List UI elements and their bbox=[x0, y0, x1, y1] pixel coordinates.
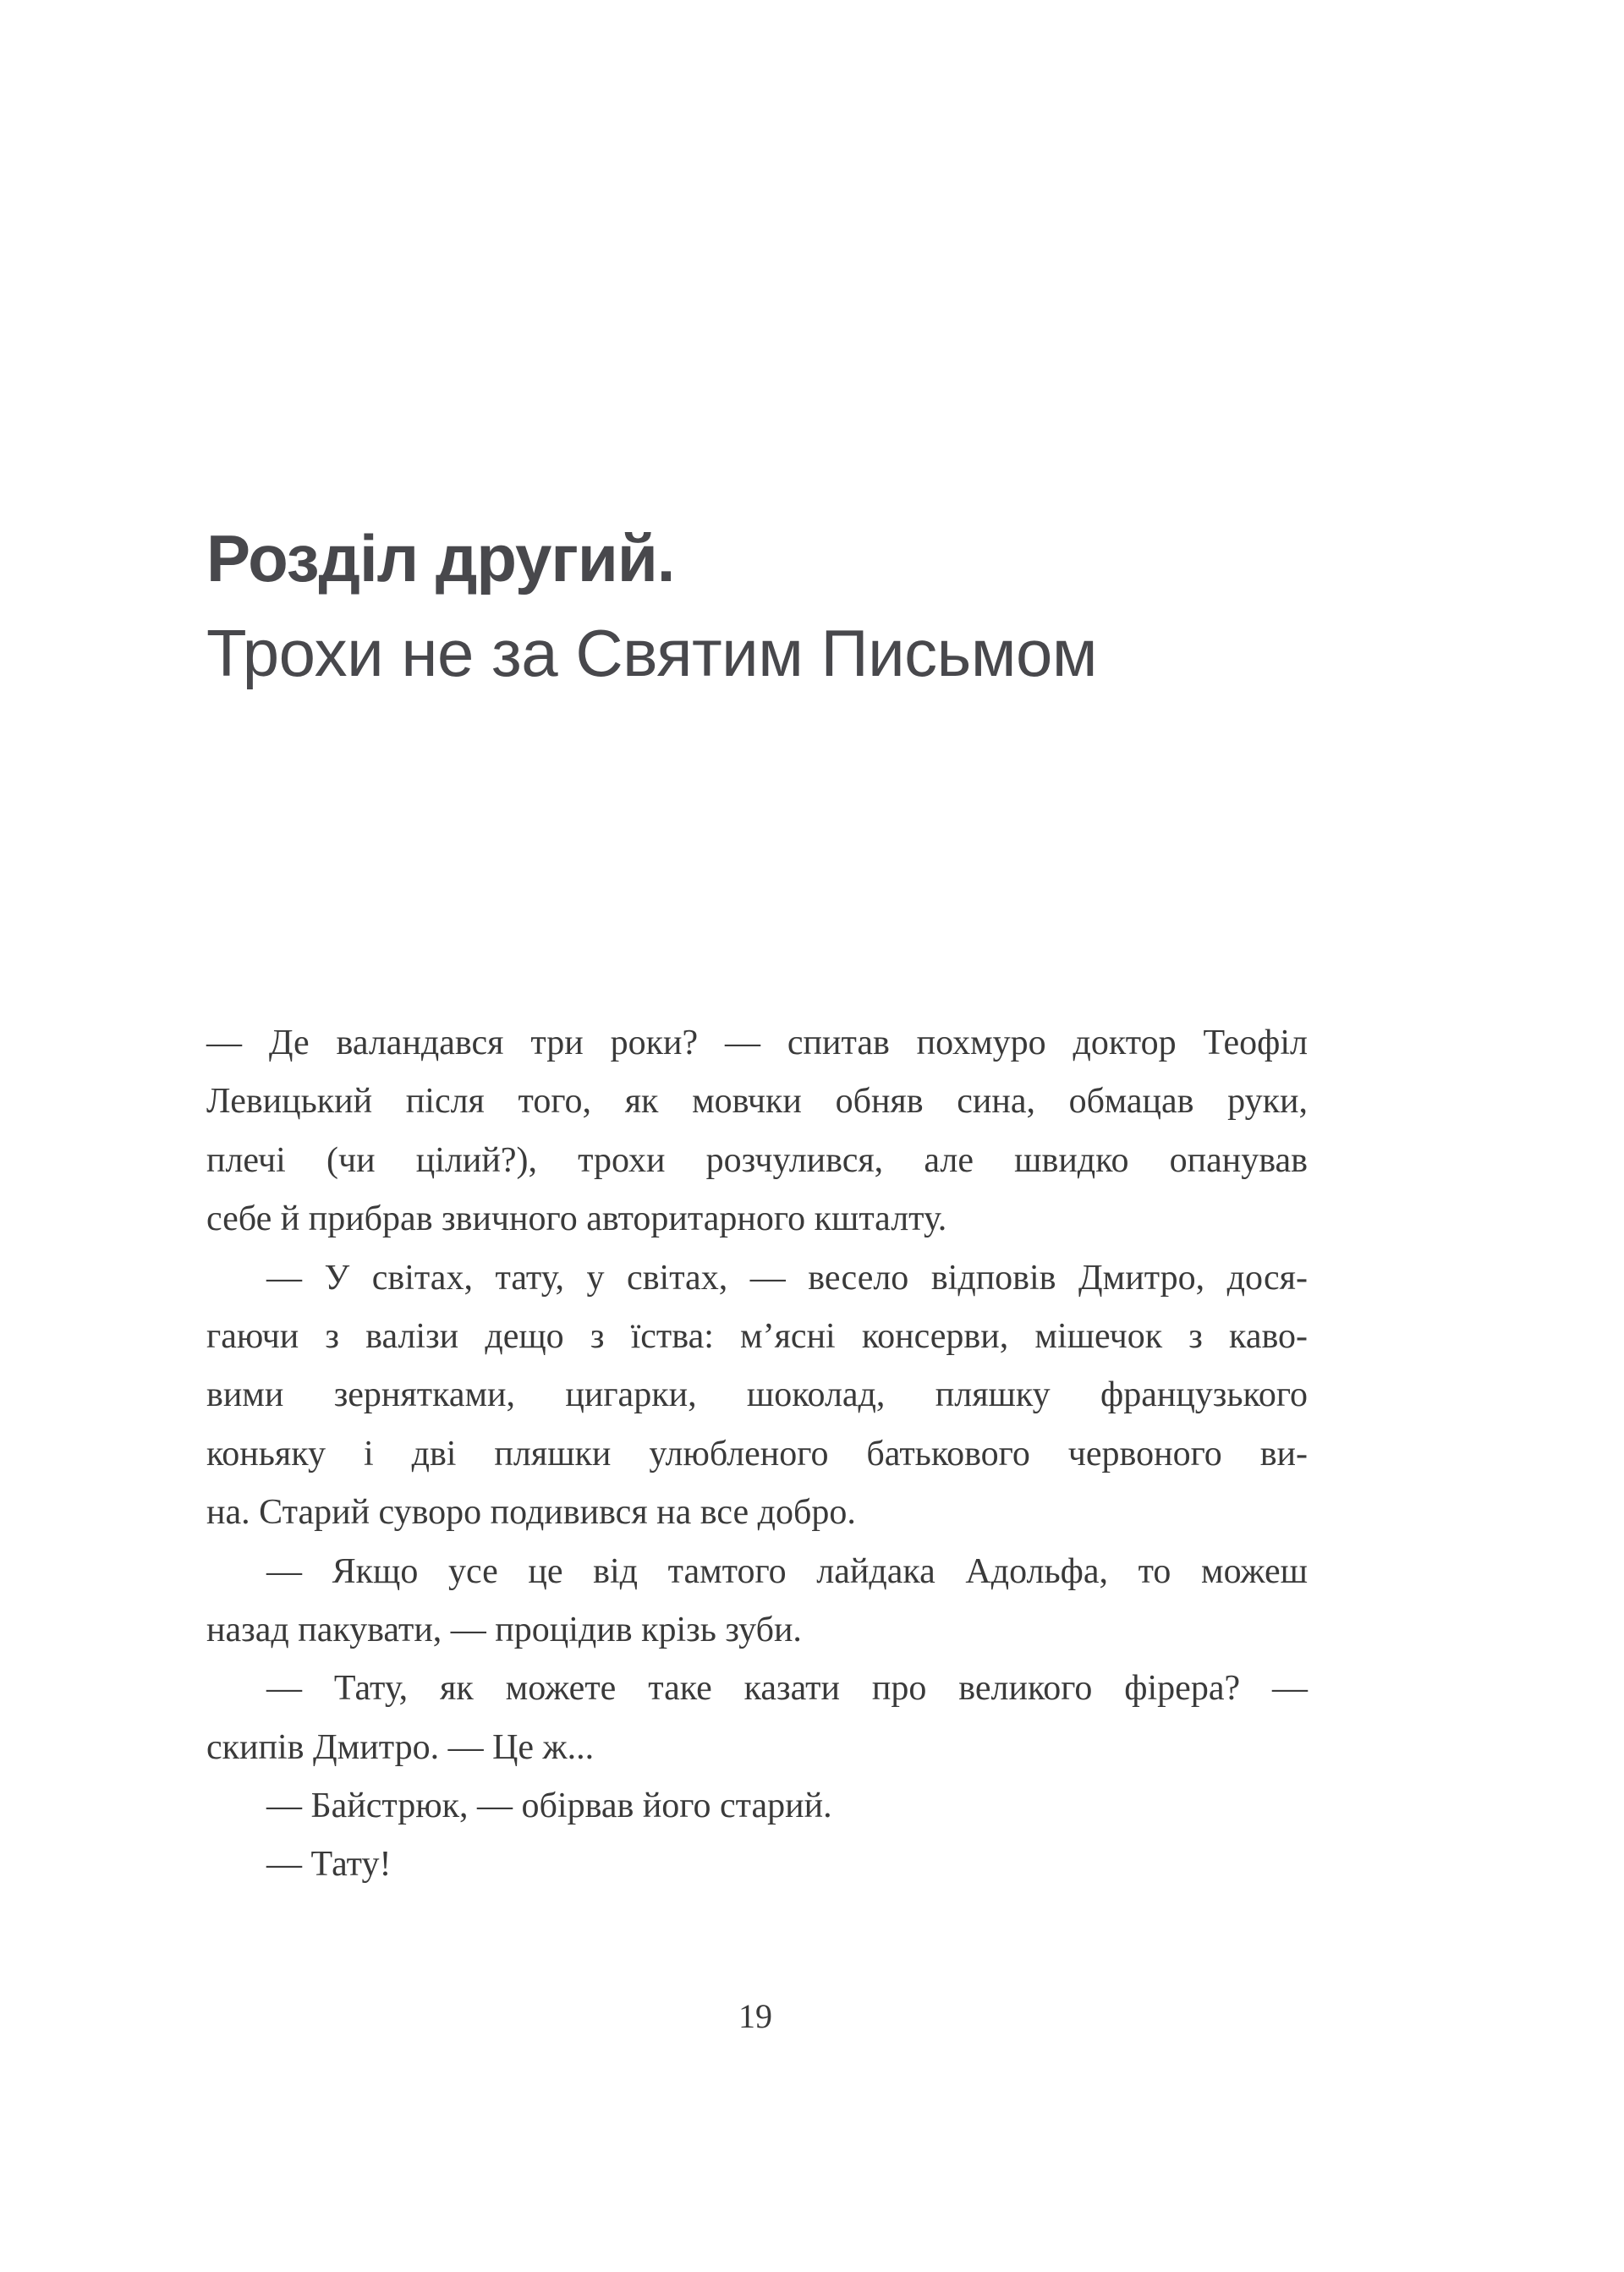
text-line: плечі (чи цілий?), трохи розчулився, але швидко опанував bbox=[206, 1140, 1308, 1180]
text-line: Левицький після того, як мовчки обняв сина, обмацав руки, bbox=[206, 1082, 1308, 1122]
chapter-title: Розділ другий. bbox=[206, 521, 675, 595]
text-line: — Тату, як можете таке казати про великого фірера? — bbox=[266, 1669, 1308, 1709]
text-line: на. Старий суворо подивився на все добро. bbox=[206, 1493, 856, 1533]
text-line: — Байстрюк, — обірвав його старий. bbox=[266, 1786, 832, 1826]
text-line: — У світах, тату, у світах, — весело відповів Дмитро, дося- bbox=[266, 1258, 1308, 1298]
text-line: назад пакувати, — процідив крізь зуби. bbox=[206, 1610, 802, 1649]
page-number: 19 bbox=[738, 1997, 772, 2035]
text-line: себе й прибрав звичного авторитарного кшталту. bbox=[206, 1199, 947, 1239]
text-line: — Тату! bbox=[266, 1845, 392, 1885]
chapter-body-text bbox=[206, 1020, 1308, 1901]
text-line: гаючи з валізи дещо з їства: м’ясні консерви, мішечок з каво- bbox=[206, 1316, 1308, 1356]
chapter-subtitle: Трохи не за Святим Письмом bbox=[206, 616, 1097, 690]
text-line: — Де валандався три роки? — спитав похмуро доктор Теофіл bbox=[206, 1023, 1308, 1062]
text-line: вими зернятками, цигарки, шоколад, пляшку французького bbox=[206, 1375, 1308, 1415]
text-line: скипів Дмитро. — Це ж... bbox=[206, 1727, 595, 1767]
text-line: коньяку і дві пляшки улюбленого батькового червоного ви- bbox=[206, 1434, 1308, 1474]
text-line: — Якщо усе це від тамтого лайдака Адольфа, то можеш bbox=[266, 1551, 1308, 1591]
